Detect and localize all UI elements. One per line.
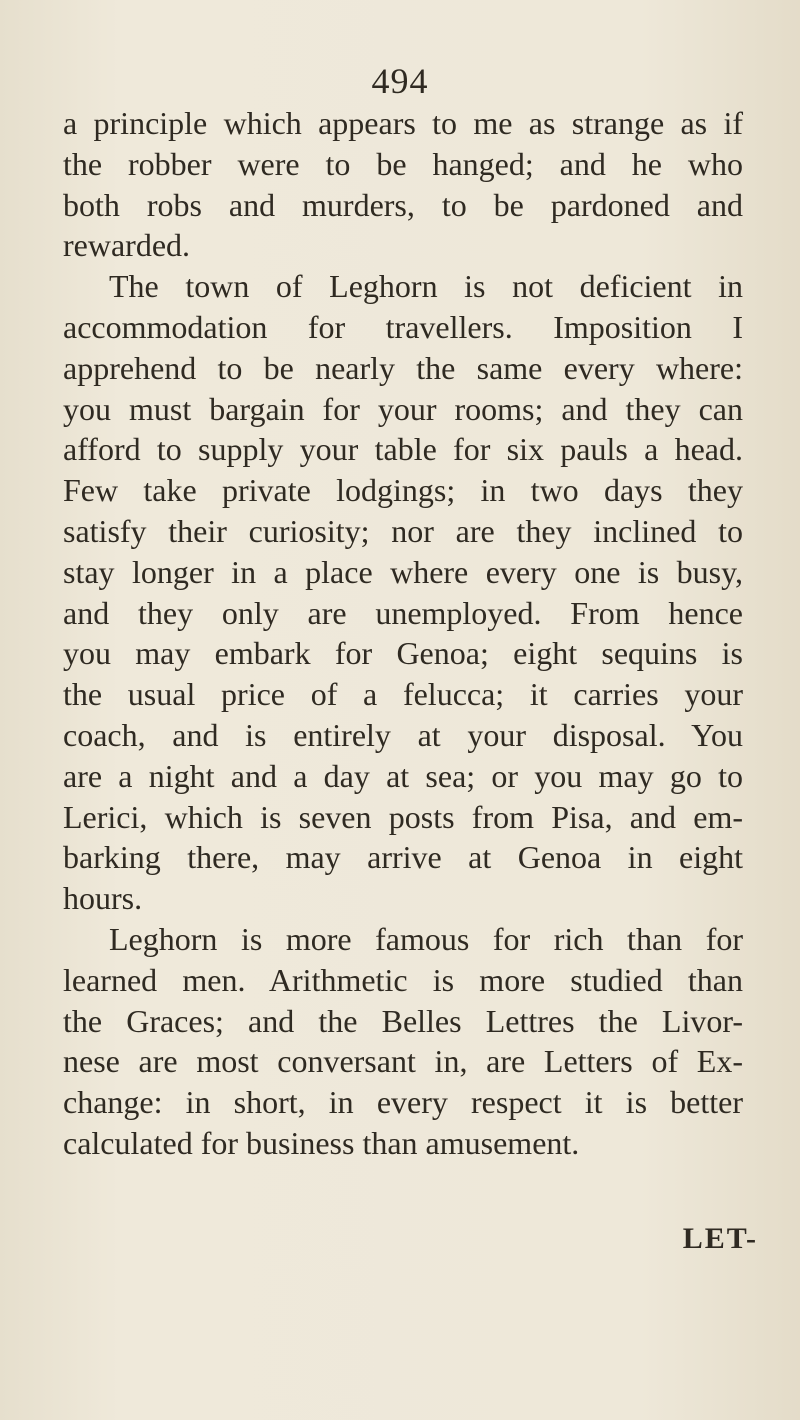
catchword: LET- bbox=[682, 1222, 758, 1255]
text-line: apprehend to be nearly the same every where: bbox=[63, 349, 743, 386]
text-line: rewarded. bbox=[63, 227, 191, 264]
text-line: hours. bbox=[63, 880, 143, 917]
text-line: stay longer in a place where every one is busy, bbox=[63, 553, 743, 590]
text-line: Few take private lodgings; in two days they bbox=[63, 472, 743, 509]
body-text bbox=[63, 103, 743, 1164]
text-line: a principle which appears to me as strange as if bbox=[63, 105, 743, 141]
text-line: coach, and is entirely at your disposal. You bbox=[63, 716, 743, 753]
text-line: afford to supply your table for six pauls a head. bbox=[63, 431, 743, 468]
text-line: both robs and murders, to be pardoned and bbox=[63, 186, 743, 223]
text-line: learned men. Arithmetic is more studied than bbox=[63, 961, 743, 998]
text-line: Lerici, which is seven posts from Pisa, and em- bbox=[63, 798, 743, 835]
text-line: The town of Leghorn is not deficient in bbox=[109, 268, 743, 305]
page-number: 494 bbox=[371, 61, 429, 101]
text-line: change: in short, in every respect it is better bbox=[63, 1084, 743, 1121]
text-line: satisfy their curiosity; nor are they inclined to bbox=[63, 512, 743, 549]
text-line: nese are most conversant in, are Letters of Ex- bbox=[63, 1043, 743, 1080]
text-line: and they only are unemployed. From hence bbox=[63, 594, 743, 631]
text-line: calculated for business than amusement. bbox=[63, 1124, 580, 1161]
text-line: the usual price of a felucca; it carries your bbox=[63, 676, 743, 713]
text-line: are a night and a day at sea; or you may go to bbox=[63, 757, 743, 794]
text-line: you may embark for Genoa; eight sequins is bbox=[63, 635, 743, 672]
text-line: you must bargain for your rooms; and they can bbox=[63, 390, 743, 427]
text-line: barking there, may arrive at Genoa in eight bbox=[63, 839, 743, 876]
text-line: accommodation for travellers. Imposition I bbox=[63, 308, 743, 345]
text-line: the Graces; and the Belles Lettres the Livor- bbox=[63, 1002, 743, 1039]
text-line: the robber were to be hanged; and he who bbox=[63, 145, 743, 182]
text-line: Leghorn is more famous for rich than for bbox=[109, 920, 743, 957]
